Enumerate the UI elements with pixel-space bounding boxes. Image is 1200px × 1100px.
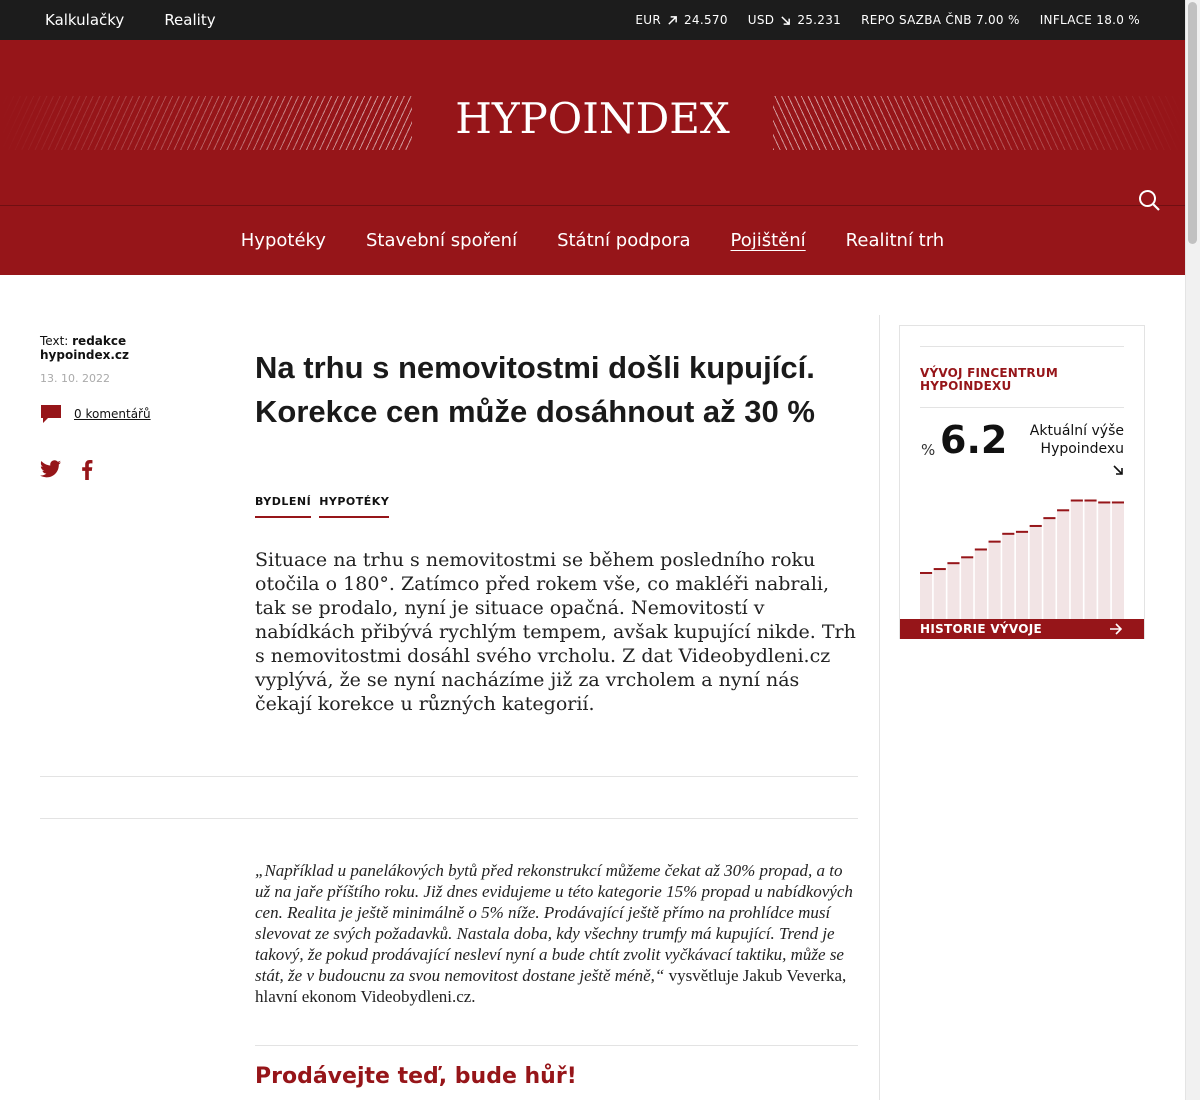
nav-item-stavebni-sporeni[interactable]: Stavební spoření <box>365 230 518 251</box>
author-line <box>40 334 200 362</box>
social-share <box>40 460 93 480</box>
chart-bar <box>934 568 946 619</box>
arrow-down-right-icon <box>1112 464 1124 476</box>
nav-item-pojisteni[interactable]: Pojištění <box>730 230 806 251</box>
comments-count[interactable]: 0 komentářů <box>74 407 151 421</box>
author-prefix: Text: <box>40 334 69 348</box>
scrollbar-thumb[interactable] <box>1188 2 1197 244</box>
chart-bar-top <box>947 562 959 564</box>
widget-divider <box>920 407 1124 408</box>
percent-sign: % <box>921 441 936 459</box>
chart-bar-top <box>1002 533 1014 535</box>
chart-bar <box>989 541 1001 619</box>
chart-bar-top <box>920 572 932 574</box>
hypoindex-widget <box>899 325 1145 639</box>
main-nav <box>0 206 1185 275</box>
history-button[interactable] <box>900 619 1144 639</box>
article-lead: Situace na trhu s nemovitostmi se během posledního roku otočila o 180°. Zatímco před rokem vše, co makléři nabrali, tak se prodalo, nyní je situace opačná. Nemovitostí v nabídkách přibývá rychlým tempem, avšak kupující nikde. Trh s nemovitostmi dosáhl svého vrcholu. Z dat Videobydleni.cz vyplývá, že se nyní nacházíme již za vrcholem a nyní nás čekají korekce u různých kategorií. <box>255 549 856 715</box>
article-tags <box>255 495 389 518</box>
ticker-eur-value: 24.570 <box>683 13 728 27</box>
chart-bar <box>1057 509 1069 619</box>
site-logo[interactable]: HYPOINDEX <box>455 94 730 143</box>
arrow-up-right-icon <box>667 15 678 26</box>
chart-bar <box>1084 500 1096 619</box>
chart-bar <box>920 572 932 619</box>
chart-bar-top <box>1043 517 1055 519</box>
decorative-stripes-left <box>0 96 412 150</box>
quote-attribution: vysvětluje Jakub Veverka, hlavní ekonom Videobydleni.cz. <box>255 966 847 1006</box>
chart-bar-top <box>1030 525 1042 527</box>
top-link-calculators[interactable]: Kalkulačky <box>45 11 125 29</box>
hypoindex-value: 6.2 <box>940 418 1008 462</box>
top-bar <box>0 0 1185 40</box>
quote-italic: „Například u panelákových bytů před rekonstrukcí můžeme čekat až 30% propad, a to už na jaře příštího roku. Již dnes evidujeme u této kategorie 15% propad u nabídkových cen. Realita je ještě minimálně o 5% níže. Prodávající ještě přímo na prohlídce musí slevovat ze svých požadavků. Nastala doba, kdy všechny trumfy má kupující. Trend je takový, že pokud prodávající nesleví nyní a bude chtít zvolit vyčkávací taktiku, může se stát, že v budoucnu za svou nemovitost dostane ještě méně,“ <box>255 861 853 985</box>
divider <box>40 818 858 819</box>
nav-item-statni-podpora[interactable]: Státní podpora <box>557 230 691 251</box>
chart-bar-top <box>975 548 987 550</box>
comments-link[interactable] <box>40 404 151 424</box>
ticker-eur-label: EUR <box>635 13 661 27</box>
article-title: Na trhu s nemovitostmi došli kupující. Korekce cen může dosáhnout až 30 % <box>255 350 815 429</box>
inflation-rate: INFLACE 18.0 % <box>1039 13 1140 27</box>
ticker-eur <box>635 13 727 27</box>
current-value-label: Aktuální výše Hypoindexu <box>1029 423 1124 457</box>
article-quote <box>255 860 860 1007</box>
nav-item-realitni-trh[interactable]: Realitní trh <box>845 230 945 251</box>
chart-bar <box>1030 525 1042 619</box>
ticker-usd-label: USD <box>747 13 775 27</box>
chart-bar <box>961 556 973 619</box>
chart-bar <box>1002 533 1014 619</box>
chart-bar-top <box>1016 531 1028 533</box>
chart-bar-top <box>1098 501 1110 503</box>
nav-item-hypoteky[interactable]: Hypotéky <box>240 230 326 251</box>
tag-bydleni[interactable]: BYDLENÍ <box>255 495 311 518</box>
market-tickers <box>635 0 1140 40</box>
publish-date: 13. 10. 2022 <box>40 372 110 385</box>
chart-bar-top <box>961 556 973 558</box>
chart-bar <box>1112 501 1124 619</box>
widget-divider <box>920 346 1124 347</box>
widget-title: VÝVOJ FINCENTRUM HYPOINDEXU <box>920 366 1058 393</box>
arrow-right-icon <box>1109 623 1122 635</box>
chart-bar-top <box>1112 501 1124 503</box>
chart-bar-top <box>934 568 946 570</box>
top-links <box>45 0 216 40</box>
twitter-icon[interactable] <box>40 460 61 478</box>
hypoindex-chart <box>920 476 1124 619</box>
ticker-usd-value: 25.231 <box>797 13 842 27</box>
repo-rate: REPO SAZBA ČNB 7.00 % <box>861 13 1020 27</box>
chart-bar-top <box>1084 500 1096 502</box>
ticker-usd <box>748 13 841 27</box>
chart-bar <box>1098 501 1110 619</box>
chart-bar <box>975 548 987 619</box>
chart-bar <box>1043 517 1055 619</box>
history-label: HISTORIE VÝVOJE <box>920 622 1043 636</box>
chart-bar-top <box>989 541 1001 543</box>
chart-bar <box>947 562 959 619</box>
article-subheading: Prodávejte teď, bude hůř! <box>255 1064 577 1089</box>
chart-bar-top <box>1057 509 1069 511</box>
sidebar-divider <box>879 315 880 1100</box>
search-icon[interactable] <box>1138 189 1160 211</box>
divider <box>255 1045 858 1046</box>
top-link-reality[interactable]: Reality <box>164 11 216 29</box>
arrow-down-right-icon <box>780 15 791 26</box>
chart-bar-top <box>1071 500 1083 502</box>
decorative-stripes-right <box>773 96 1185 150</box>
author-name: redakce hypoindex.cz <box>40 334 129 362</box>
comment-icon <box>40 404 62 424</box>
chart-bar <box>1016 531 1028 619</box>
article-meta <box>40 334 200 385</box>
tag-hypoteky[interactable]: HYPOTÉKY <box>319 495 389 518</box>
site-header <box>0 40 1185 275</box>
chart-bar <box>1071 500 1083 619</box>
divider <box>40 776 858 777</box>
facebook-icon[interactable] <box>81 460 93 480</box>
